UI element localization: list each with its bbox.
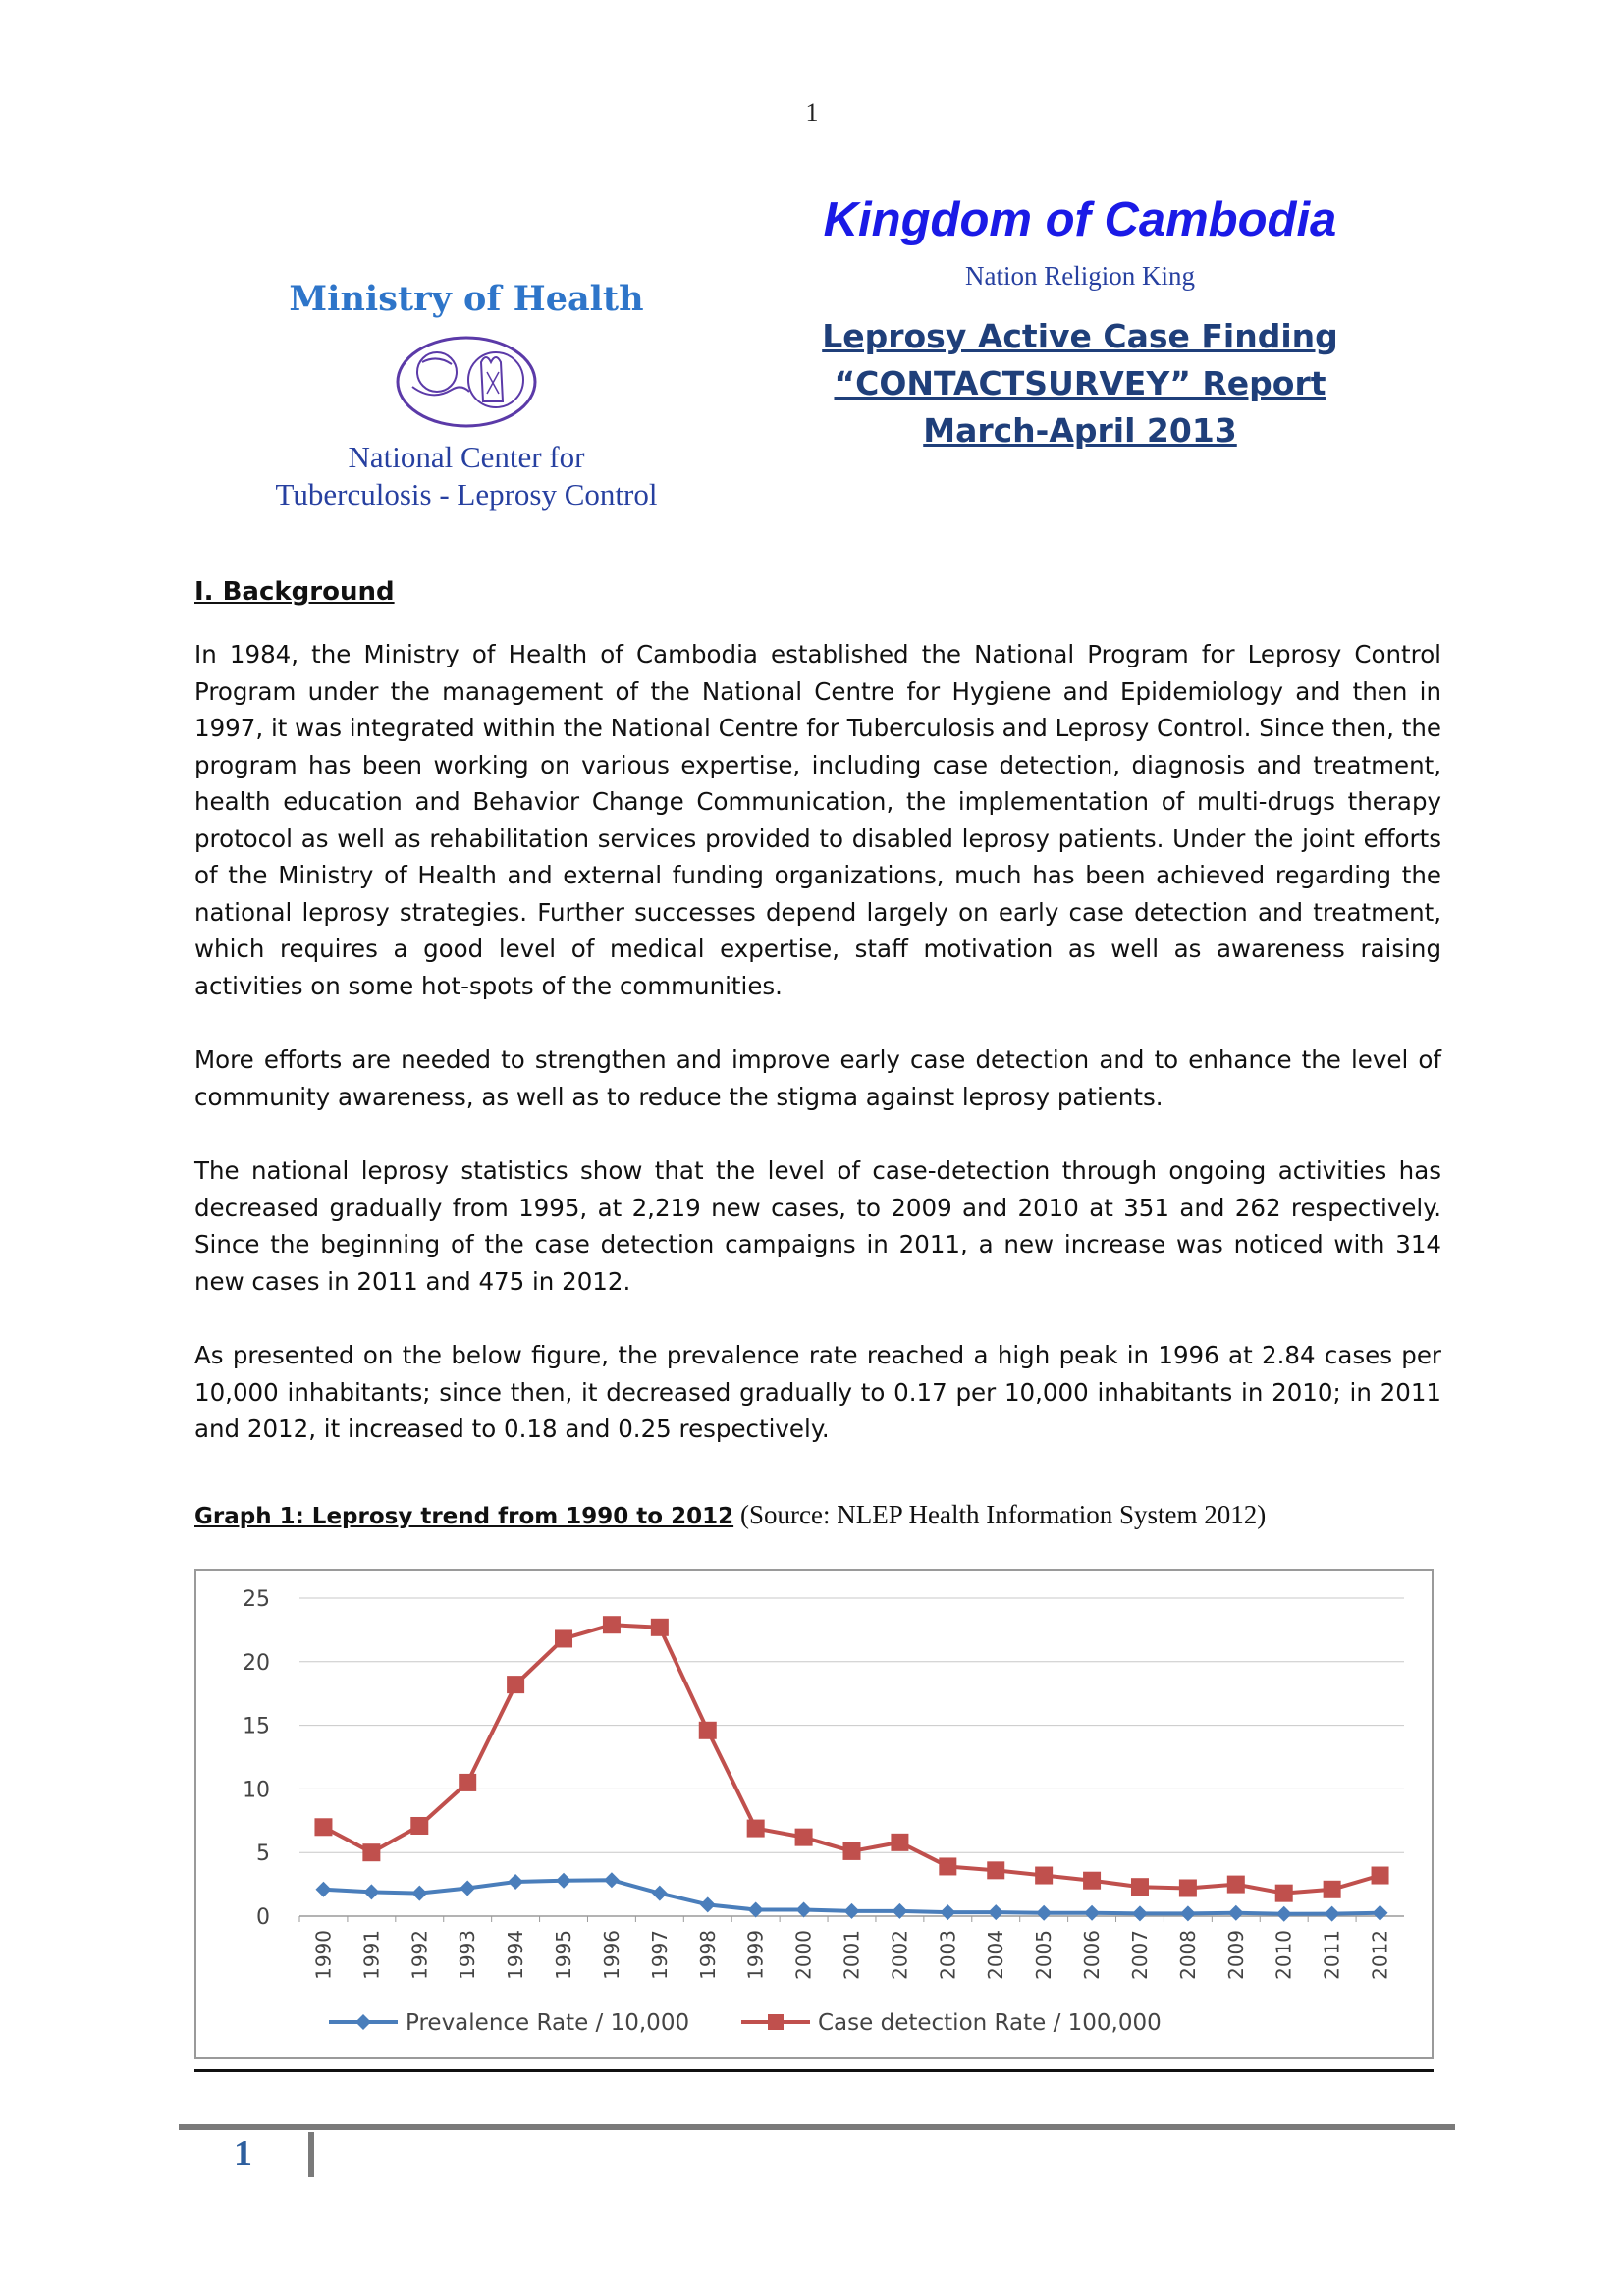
x-tick-label: 1996 bbox=[599, 1930, 623, 1980]
center-name-line1: National Center for bbox=[348, 440, 585, 474]
footer-page-number: 1 bbox=[234, 2133, 252, 2174]
report-title-line2: “CONTACTSURVEY” Report bbox=[834, 364, 1326, 402]
motto: Nation Religion King bbox=[965, 261, 1195, 291]
report-title bbox=[785, 313, 1375, 454]
data-point-square bbox=[651, 1619, 669, 1636]
graph-caption bbox=[194, 1500, 1266, 1530]
data-point-square bbox=[362, 1843, 380, 1861]
data-point-square bbox=[1372, 1867, 1389, 1885]
x-tick-label: 1993 bbox=[456, 1930, 480, 1980]
y-tick-label: 20 bbox=[243, 1650, 270, 1676]
data-point-diamond bbox=[988, 1904, 1003, 1920]
ministry-logo-icon bbox=[393, 333, 540, 431]
x-tick-label: 2011 bbox=[1320, 1930, 1344, 1980]
legend-label: Case detection Rate / 100,000 bbox=[818, 2010, 1162, 2036]
data-point-diamond bbox=[508, 1874, 523, 1890]
footer-divider bbox=[308, 2132, 314, 2177]
x-tick-label: 2010 bbox=[1272, 1930, 1296, 1980]
data-point-square bbox=[795, 1829, 813, 1846]
x-tick-label: 1990 bbox=[311, 1930, 336, 1980]
paragraph-3: The national leprosy statistics show that the level of case-detection through ongoing activities has decreased gradually from 1995, at 2,219 new cases, to 2009 and 2010 at 351 and 262 respectively. Since the beginning of the case detection campaigns in 2011, a new increase was noticed with 314 new cases in 2011 and 475 in 2012. bbox=[194, 1156, 1441, 1296]
data-point-square bbox=[459, 1774, 476, 1791]
data-point-square bbox=[1083, 1872, 1101, 1890]
legend-label: Prevalence Rate / 10,000 bbox=[406, 2010, 690, 2036]
x-tick-label: 2008 bbox=[1175, 1930, 1200, 1980]
data-point-square bbox=[507, 1676, 524, 1693]
x-tick-label: 2000 bbox=[791, 1930, 816, 1980]
x-tick-label: 2007 bbox=[1127, 1930, 1152, 1980]
data-point-square bbox=[410, 1817, 428, 1835]
kingdom-header bbox=[785, 192, 1591, 454]
data-point-diamond bbox=[1084, 1905, 1100, 1921]
y-tick-label: 5 bbox=[256, 1842, 270, 1867]
y-tick-label: 25 bbox=[243, 1587, 270, 1612]
data-point-diamond bbox=[652, 1886, 668, 1901]
data-point-square bbox=[314, 1818, 332, 1836]
x-tick-label: 2005 bbox=[1032, 1930, 1056, 1980]
x-tick-label: 1998 bbox=[695, 1930, 720, 1980]
center-name-line2: Tuberculosis - Leprosy Control bbox=[275, 477, 658, 511]
chart-underline bbox=[194, 2069, 1434, 2072]
x-tick-label: 2012 bbox=[1368, 1930, 1392, 1980]
data-point-diamond bbox=[460, 1880, 475, 1896]
data-point-diamond bbox=[1180, 1905, 1196, 1921]
leprosy-trend-chart bbox=[196, 1571, 1432, 2057]
chart-frame bbox=[194, 1569, 1434, 2059]
data-point-square bbox=[987, 1861, 1004, 1879]
y-tick-label: 10 bbox=[243, 1778, 270, 1803]
x-tick-label: 2004 bbox=[984, 1930, 1008, 1980]
data-point-square bbox=[1275, 1885, 1293, 1902]
x-tick-label: 1994 bbox=[504, 1930, 528, 1980]
data-point-diamond bbox=[1325, 1906, 1340, 1922]
data-point-square bbox=[1035, 1867, 1053, 1885]
data-point-diamond bbox=[315, 1882, 331, 1897]
y-tick-label: 0 bbox=[256, 1905, 270, 1930]
paragraph-1: In 1984, the Ministry of Health of Cambodia established the National Program for Leprosy Control Program under the management of the National Centre for Hygiene and Epidemiology and then in 1997, it was integrated within the National Centre for Tuberculosis and Leprosy Control. Since then, the program has been working on various expertise, including case detection, diagnosis and treatment, health education and Behavior Change Communication, the implementation of multi-drugs therapy protocol as well as rehabilitation services provided to disabled leprosy patients. Under the joint efforts of the Ministry of Health and external funding organizations, much has been achieved regarding the national leprosy strategies. Further successes depend largely on early case detection and treatment, which requires a good level of medical expertise, staff motivation as well as awareness raising activities on some hot-spots of the communities. bbox=[194, 640, 1441, 1000]
report-title-line3: March-April 2013 bbox=[923, 411, 1237, 450]
data-point-diamond bbox=[940, 1904, 955, 1920]
x-tick-label: 2003 bbox=[936, 1930, 960, 1980]
data-point-diamond bbox=[604, 1872, 620, 1888]
x-tick-label: 1997 bbox=[647, 1930, 672, 1980]
data-point-diamond bbox=[1373, 1905, 1388, 1921]
legend-marker-diamond bbox=[355, 2014, 371, 2030]
x-tick-label: 1999 bbox=[743, 1930, 768, 1980]
data-point-diamond bbox=[700, 1896, 716, 1912]
y-tick-label: 15 bbox=[243, 1714, 270, 1739]
section-heading: I. Background bbox=[194, 577, 395, 607]
data-point-square bbox=[891, 1834, 908, 1851]
report-title-line1: Leprosy Active Case Finding bbox=[822, 317, 1338, 355]
data-point-diamond bbox=[411, 1886, 427, 1901]
data-point-diamond bbox=[1228, 1905, 1244, 1921]
footer-rule bbox=[179, 2124, 1455, 2130]
data-point-diamond bbox=[1036, 1905, 1052, 1921]
data-point-diamond bbox=[556, 1873, 571, 1889]
data-point-square bbox=[1131, 1878, 1149, 1896]
paragraph-2: More efforts are needed to strengthen and improve early case detection and to enhance the level of community awareness, as well as to reduce the stigma against leprosy patients. bbox=[194, 1045, 1441, 1111]
data-point-square bbox=[1179, 1879, 1197, 1896]
x-tick-label: 2009 bbox=[1223, 1930, 1248, 1980]
data-point-square bbox=[843, 1842, 861, 1860]
data-point-square bbox=[747, 1820, 765, 1838]
data-point-diamond bbox=[1276, 1906, 1292, 1922]
x-tick-label: 2002 bbox=[888, 1930, 912, 1980]
data-point-square bbox=[603, 1616, 621, 1633]
data-point-square bbox=[939, 1857, 956, 1875]
data-point-square bbox=[699, 1722, 717, 1739]
data-point-square bbox=[555, 1629, 572, 1647]
data-point-diamond bbox=[748, 1902, 764, 1918]
graph-caption-source: (Source: NLEP Health Information System 2012) bbox=[740, 1500, 1267, 1529]
data-point-diamond bbox=[363, 1884, 379, 1899]
x-tick-label: 1992 bbox=[407, 1930, 432, 1980]
ministry-header bbox=[236, 279, 697, 513]
background-section bbox=[194, 577, 1441, 1485]
paragraph-4: As presented on the below figure, the prevalence rate reached a high peak in 1996 at 2.84 cases per 10,000 inhabitants; since then, it decreased gradually to 0.17 per 10,000 inhabitants in 2010; in 2011 and 2012, it increased to 0.18 and 0.25 respectively. bbox=[194, 1341, 1441, 1443]
x-tick-label: 1995 bbox=[552, 1930, 576, 1980]
data-point-square bbox=[1227, 1876, 1245, 1894]
data-point-diamond bbox=[796, 1902, 812, 1918]
data-point-square bbox=[1324, 1881, 1341, 1898]
data-point-diamond bbox=[1132, 1905, 1148, 1921]
ministry-title: Ministry of Health bbox=[289, 279, 644, 319]
x-tick-label: 1991 bbox=[359, 1930, 384, 1980]
x-tick-label: 2001 bbox=[839, 1930, 864, 1980]
graph-caption-title: Graph 1: Leprosy trend from 1990 to 2012 bbox=[194, 1504, 734, 1529]
kingdom-title: Kingdom of Cambodia bbox=[823, 193, 1337, 246]
legend-marker-square bbox=[768, 2014, 784, 2030]
page-number-top: 1 bbox=[805, 98, 819, 127]
x-tick-label: 2006 bbox=[1080, 1930, 1105, 1980]
